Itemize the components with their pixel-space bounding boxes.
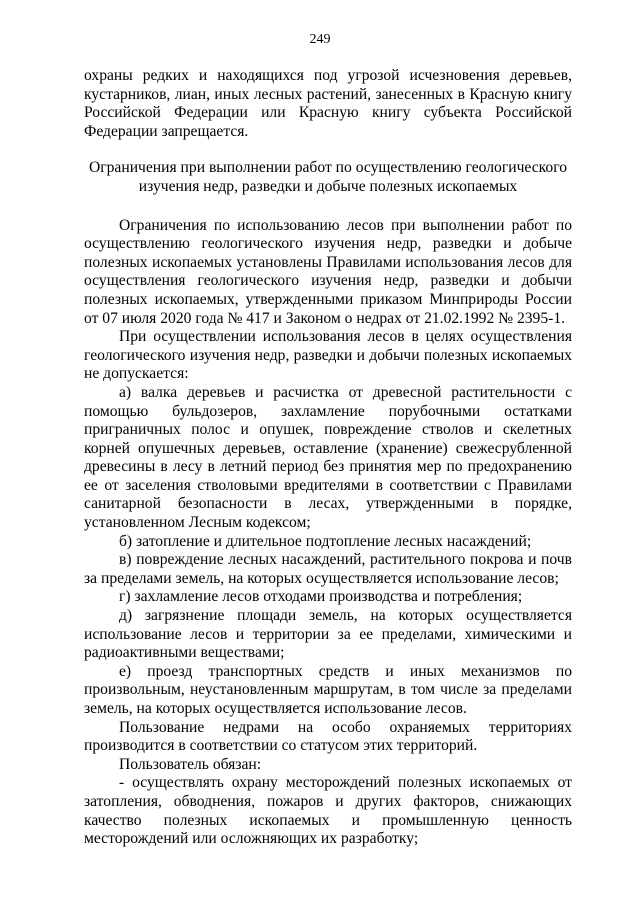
continuation-paragraph: охраны редких и находящихся под угрозой исчезновения деревьев, кустарников, лиан, иных лесных растений, занесенных в Красную книгу Российской Федерации или Красную книгу субъекта Российской Федерации запрещается.	[84, 67, 572, 140]
document-body	[84, 67, 572, 849]
paragraph: Ограничения по использованию лесов при выполнении работ по осуществлению геологического изучения недр, разведки и добыче полезных ископаемых установлены Правилами использования лесов для осуществления геологического изучения недр, разведки и добычи полезных ископаемых, утвержденными приказом Минприроды России от 07 июля 2020 года № 417 и Законом о недрах от 21.02.1992 № 2395-1.	[84, 216, 572, 327]
paragraph: Пользование недрами на особо охраняемых территориях производится в соответствии со статусом этих территорий.	[84, 718, 572, 755]
list-item-a: а) валка деревьев и расчистка от древесной растительности с помощью бульдозеров, захламление порубочными остатками приграничных полос и опушек, повреждение стволов и скелетных корней опушечных деревьев, оставление (хранение) свежесрубленной древесины в лесу в летний период без принятия мер по предохранению ее от заселения стволовыми вредителями в соответствии с Правилами санитарной безопасности в лесах, утвержденными в порядке, установленном Лесным кодексом;	[84, 383, 572, 532]
list-item-b: б) затопление и длительное подтопление лесных насаждений;	[119, 532, 532, 550]
paragraph: При осуществлении использования лесов в целях осуществления геологического изучения недр, разведки и добычи полезных ископаемых не допускается:	[84, 328, 572, 383]
list-item-g: г) захламление лесов отходами производства и потребления;	[119, 588, 523, 606]
list-item-d: д) загрязнение площади земель, на которых осуществляется использование лесов и территории за ее пределами, химическими и радиоактивными веществами;	[84, 607, 572, 662]
obligation-item: - осуществлять охрану месторождений полезных ископаемых от затопления, обводнения, пожаров и других факторов, снижающих качество полезных ископаемых и промышленную ценность месторождений или осложняющих их разработку;	[84, 774, 572, 848]
paragraph: Пользователь обязан:	[119, 755, 262, 773]
page-number: 249	[309, 32, 331, 47]
list-item-e: е) проезд транспортных средств и иных механизмов по произвольным, неустановленным маршрутам, в том числе за пределами земель, на которых осуществляется использование лесов.	[84, 662, 572, 717]
section-heading: Ограничения при выполнении работ по осуществлению геологического изучения недр, разведки и добыче полезных ископаемых	[88, 159, 568, 195]
list-item-v: в) повреждение лесных насаждений, растительного покрова и почв за пределами земель, на которых осуществляется использование лесов;	[84, 551, 572, 587]
